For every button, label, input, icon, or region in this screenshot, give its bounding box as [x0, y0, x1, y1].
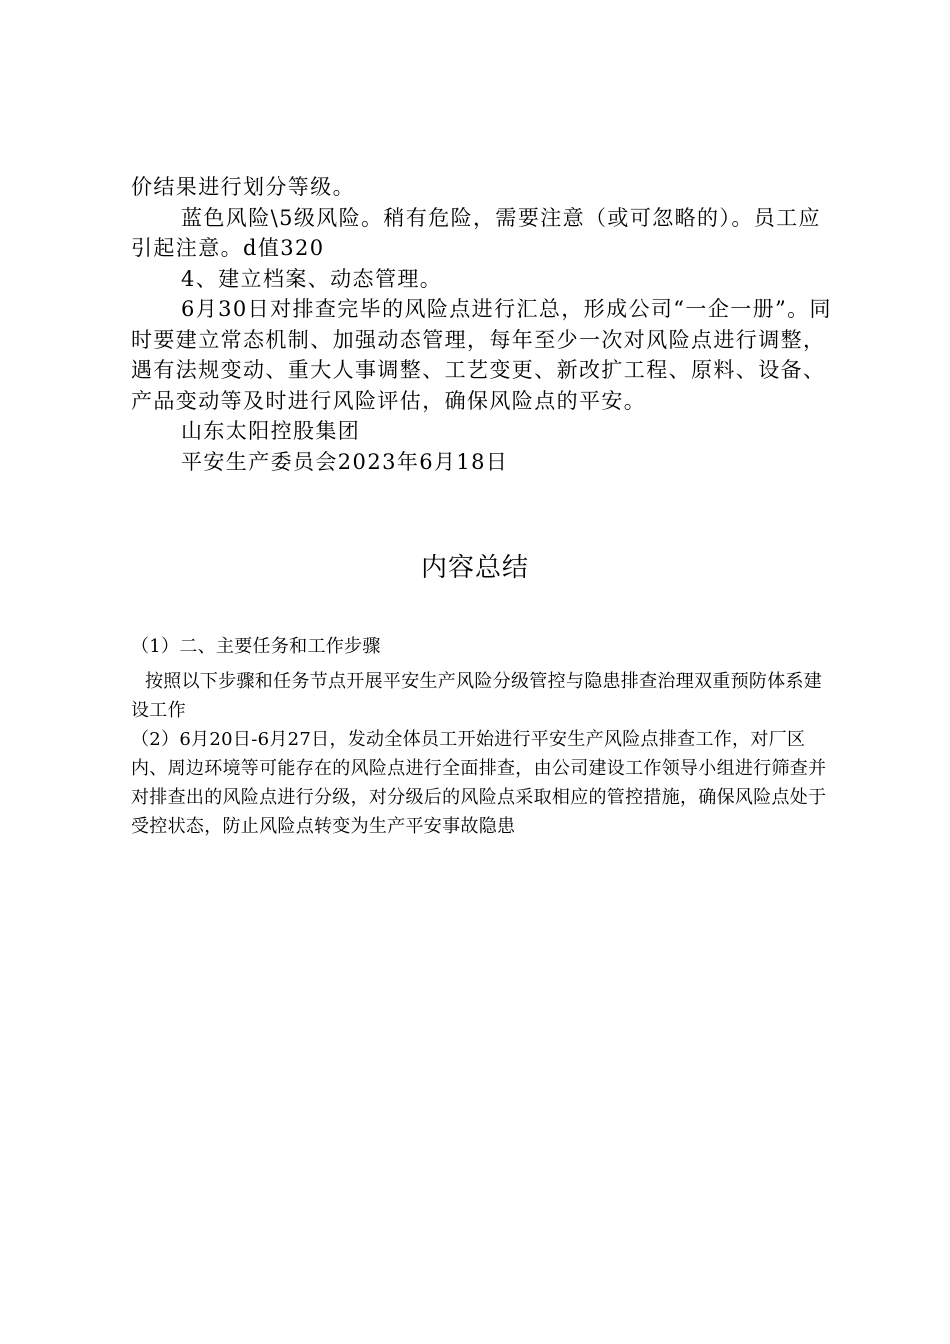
paragraph-grading-result: 价结果进行划分等级。: [131, 175, 355, 199]
document-body: [131, 172, 841, 477]
signature-company: 山东太阳控股集团: [181, 419, 361, 443]
summary-item-steps: 按照以下步骤和任务节点开展平安生产风险分级管控与隐患排查治理双重预防体系建设工作: [131, 671, 823, 721]
paragraph-archive-heading: 4、建立档案、动态管理。: [181, 266, 443, 291]
summary-item-2: （2）6月20日-6月27日，发动全体员工开始进行平安生产风险点排查工作，对厂区内、周边环境等可能存在的风险点进行全面排查，由公司建设工作领导小组进行筛查并对排查出的风险点进行分级，对分级后的风险点采取相应的管控措施，确保风险点处于受控状态，防止风险点转变为生产平安事故隐患: [131, 729, 827, 837]
paragraph-summary-june30: 6月30日对排查完毕的风险点进行汇总，形成公司“一企一册”。同时要建立常态机制、加强动态管理，每年至少一次对风险点进行调整，遇有法规变动、重大人事调整、工艺变更、新改扩工程、原料、设备、产品变动等及时进行风险评估，确保风险点的平安。: [131, 297, 832, 413]
summary-item-1: （1）二、主要任务和工作步骤: [131, 636, 381, 657]
signature-committee-date: 平安生产委员会2023年6月18日: [181, 449, 509, 474]
summary-heading: 内容总结: [420, 553, 529, 583]
paragraph-blue-risk: 蓝色风险\5级风险。稍有危险，需要注意（或可忽略的）。员工应引起注意。d值320: [131, 205, 821, 260]
summary-body: [131, 632, 831, 841]
